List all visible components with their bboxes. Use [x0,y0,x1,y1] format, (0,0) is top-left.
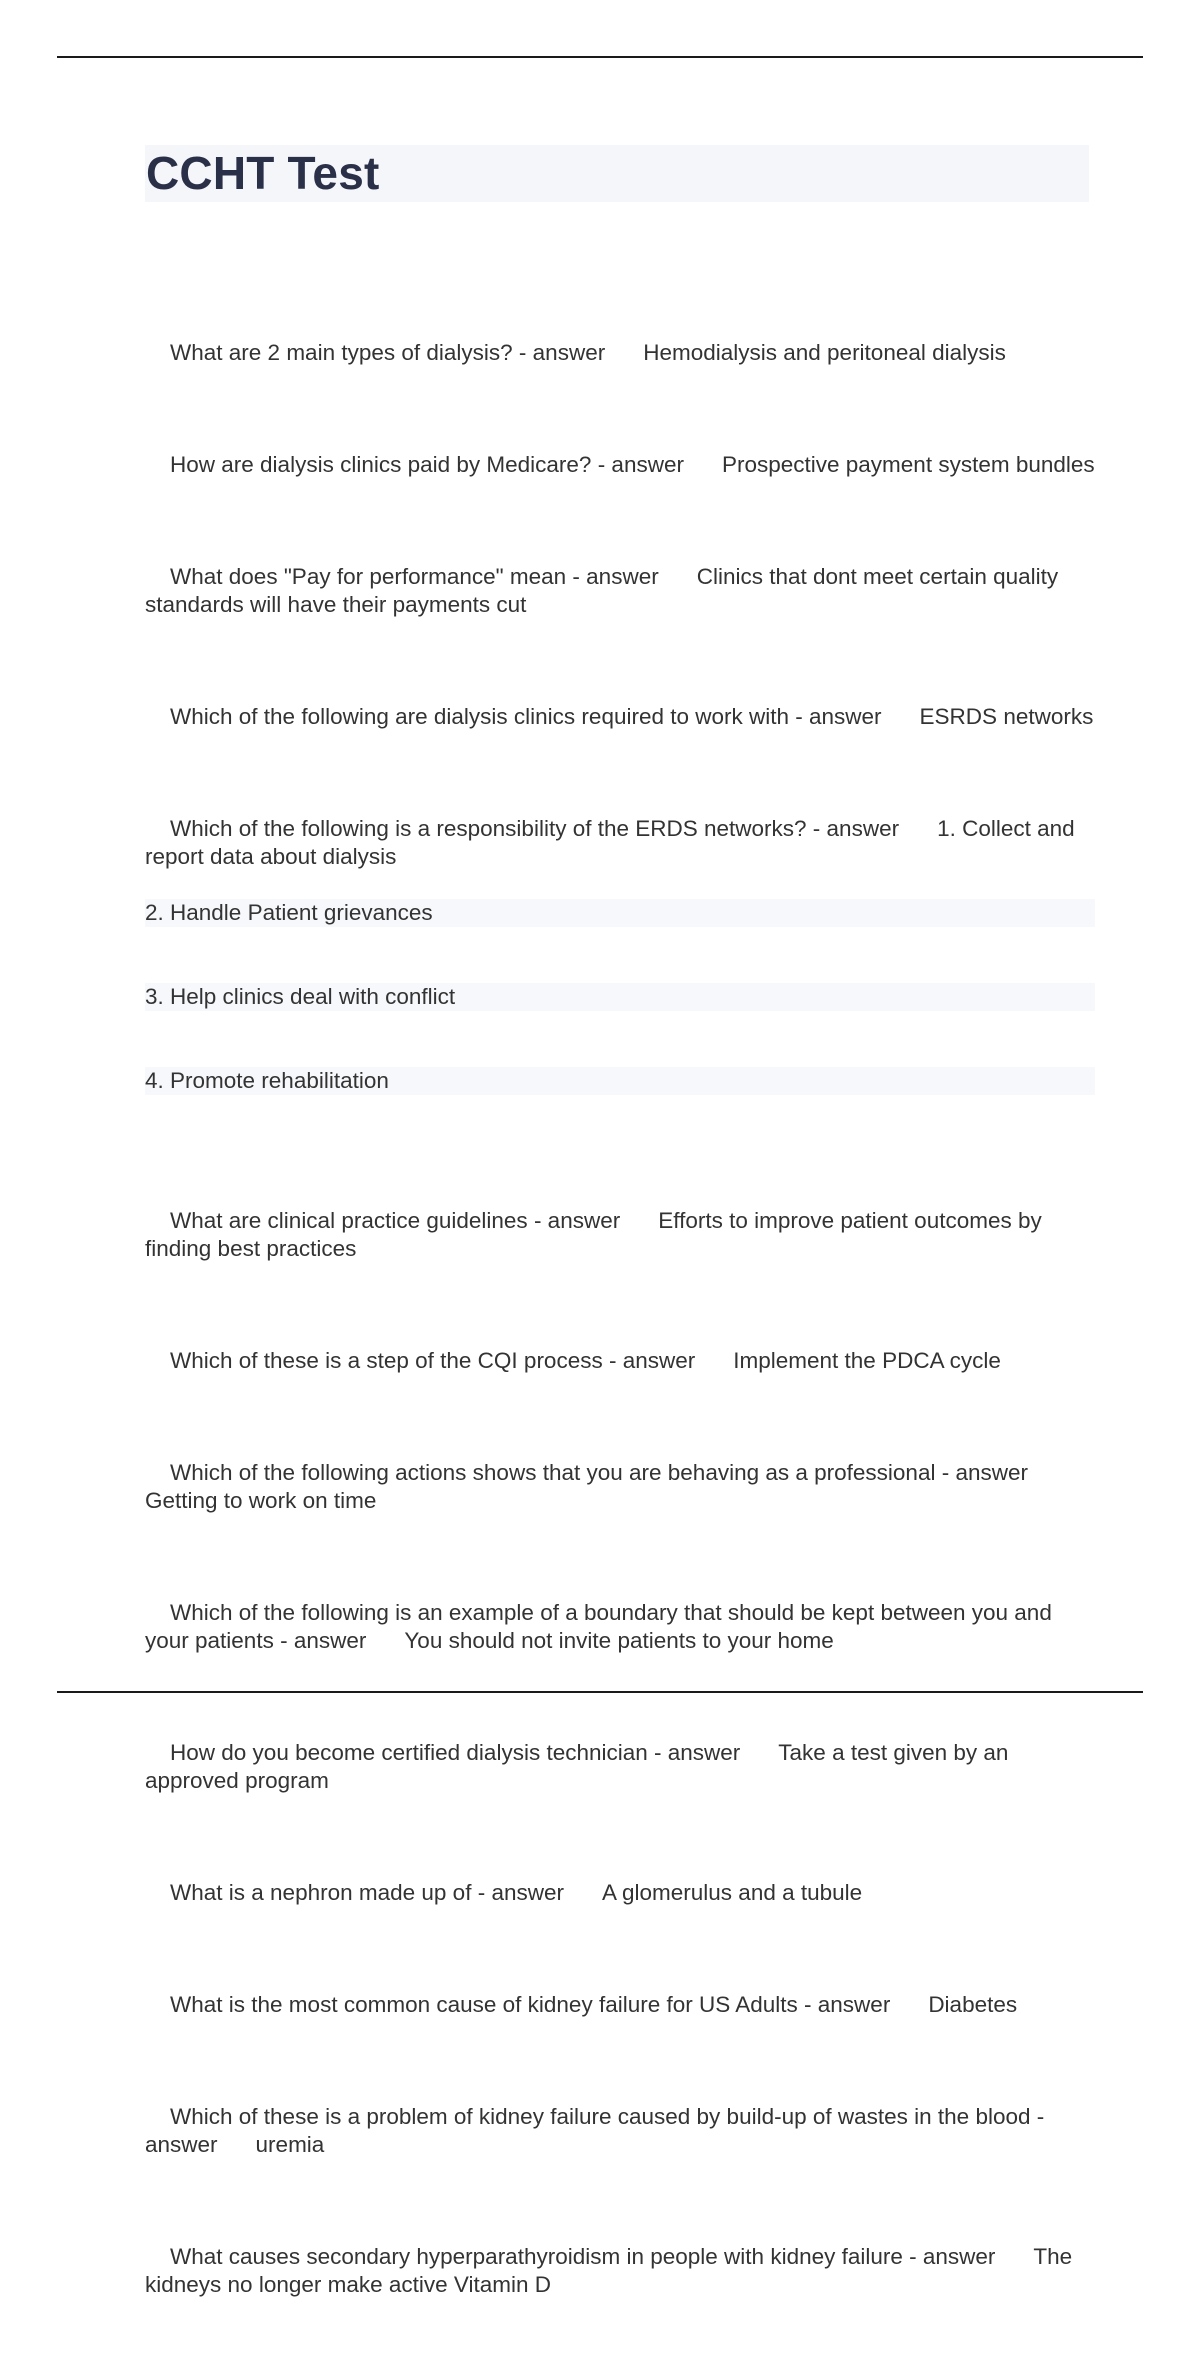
question-text: Which of the following actions shows that you are behaving as a professional - answer [170,1460,1028,1485]
qa-item [145,675,1095,759]
qa-item [145,1179,1095,1291]
qa-item [145,1711,1095,1823]
question-text: Which of these is a problem of kidney failure caused by build-up of wastes in the blood - answer [145,2104,1051,2157]
question-text: What is a nephron made up of - answer [170,1880,564,1905]
page-bottom-rule [57,1691,1143,1693]
answer-text: Take a test given by an approved program [145,1740,1015,1793]
question-text: What does "Pay for performance" mean - answer [170,564,659,589]
question-text: How are dialysis clinics paid by Medicare? - answer [170,452,684,477]
qa-item [145,787,1095,1151]
qa-item [145,1851,1095,1935]
qa-list [145,311,1095,2355]
answer-text: Hemodialysis and peritoneal dialysis [643,340,1006,365]
answer-text: uremia [255,2132,325,2157]
answer-line: 2. Handle Patient grievances [145,899,1095,927]
answer-text: Getting to work on time [145,1488,377,1513]
answer-text: You should not invite patients to your home [404,1628,834,1653]
answer-text: ESRDS networks [919,704,1094,729]
question-text: What are 2 main types of dialysis? - answer [170,340,606,365]
question-text: Which of the following is a responsibility of the ERDS networks? - answer [170,816,900,841]
qa-item [145,2215,1095,2327]
answer-text: Clinics that dont meet certain quality standards will have their payments cut [145,564,1065,617]
question-text: Which of these is a step of the CQI process - answer [170,1348,696,1373]
answer-text: 1. Collect and report data about dialysis [145,816,1081,869]
answer-line: 4. Promote rehabilitation [145,1067,1095,1095]
answer-text: A glomerulus and a tubule [601,1880,863,1905]
question-text: What are clinical practice guidelines - answer [170,1208,621,1233]
qa-item [145,2075,1095,2187]
page-top-rule [57,56,1143,58]
question-text: What is the most common cause of kidney failure for US Adults - answer [170,1992,891,2017]
question-text: Which of the following is an example of a boundary that should be kept between you and your patients - answer [145,1600,1059,1653]
question-text: How do you become certified dialysis technician - answer [170,1740,741,1765]
qa-item [145,1571,1095,1683]
question-text: What causes secondary hyperparathyroidism in people with kidney failure - answer [170,2244,996,2269]
answer-text: Diabetes [928,1992,1018,2017]
answer-text: Efforts to improve patient outcomes by finding best practices [145,1208,1049,1261]
qa-item [145,1319,1095,1403]
qa-item [145,423,1095,507]
answer-text: Prospective payment system bundles [721,452,1095,477]
question-text: Which of the following are dialysis clinics required to work with - answer [170,704,882,729]
answer-text: The kidneys no longer make active Vitamin D [145,2244,1079,2297]
page-title: CCHT Test [146,147,380,199]
answer-text: Implement the PDCA cycle [733,1348,1001,1373]
qa-item [145,1431,1095,1543]
qa-item [145,1963,1095,2047]
qa-item [145,535,1095,647]
answer-line: 3. Help clinics deal with conflict [145,983,1095,1011]
qa-item [145,311,1095,395]
